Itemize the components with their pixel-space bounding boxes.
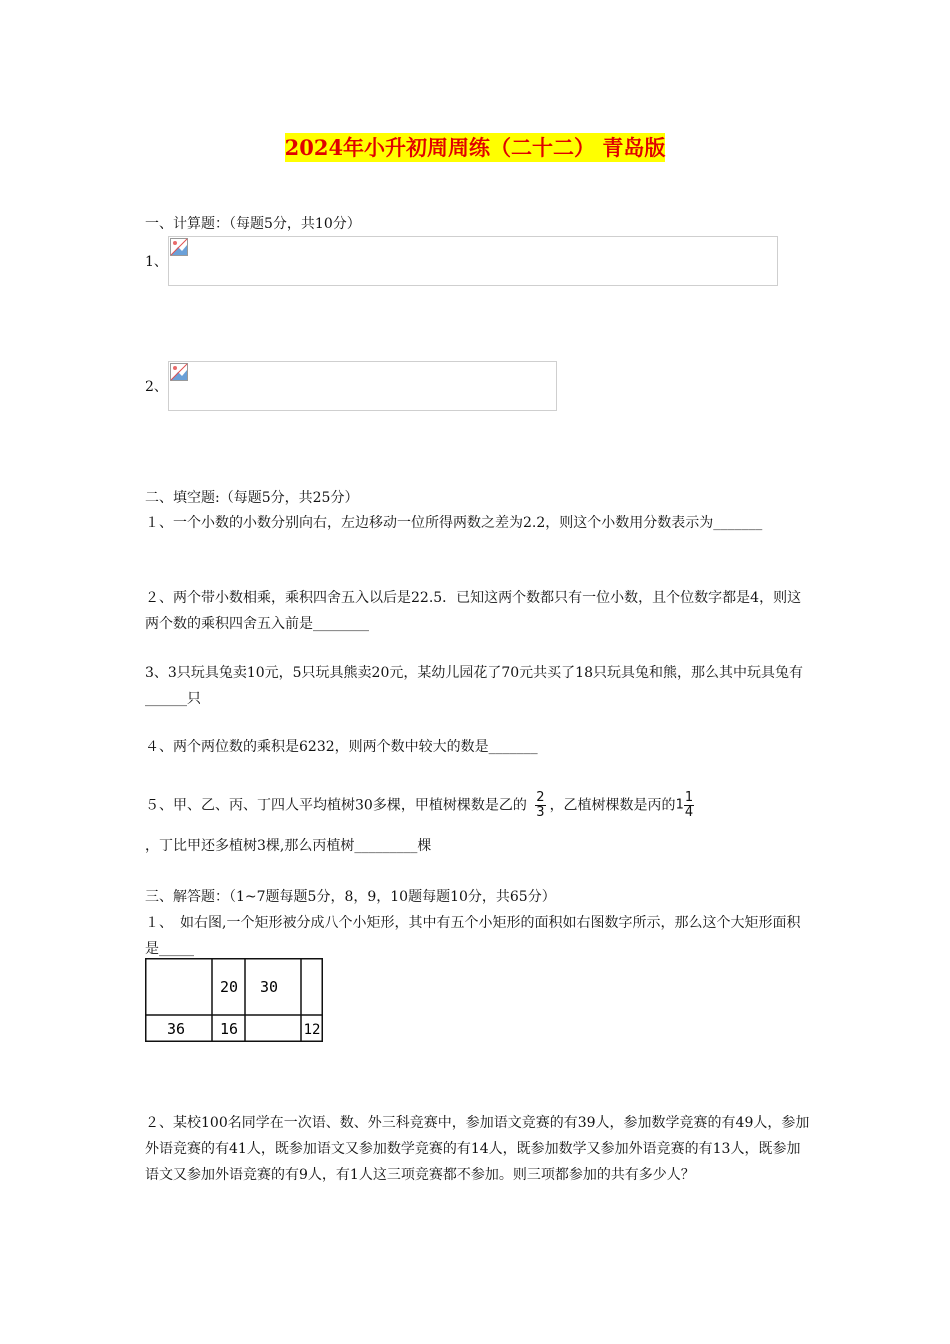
section2-q4: ４、两个两位数的乘积是6232，则两个数中较大的数是_______	[145, 739, 538, 755]
section1-q2-label: 2、	[145, 379, 168, 395]
section2-heading: 二、填空题:（每题5分，共25分）	[145, 490, 359, 506]
rectangle-area-diagram	[145, 958, 323, 1042]
section1-heading: 一、计算题：（每题5分，共10分）	[145, 216, 361, 232]
section2-q5-line2: ，丁比甲还多植树3棵,那么丙植树_________棵	[145, 838, 432, 854]
page-title-text: 2024年小升初周周练（二十二） 青岛版	[284, 135, 666, 160]
q1-formula-image	[168, 236, 778, 286]
cell-value-36: 36	[166, 1020, 186, 1038]
fraction-two-thirds	[535, 791, 545, 820]
fraction-denominator: 3	[536, 805, 545, 820]
section3-q2: ２、某校100名同学在一次语、数、外三科竞赛中，参加语文竞赛的有39人，参加数学竞赛的有49人，参加外语竞赛的有41人，既参加语文又参加数学竞赛的有14人，既参加数学又参加外语竞赛的有13人，既参加语文又参加外语竞赛的有9人，有1人这三项竞赛都不参加。则三项都参加的共有多少人？	[145, 1115, 810, 1183]
section1-q1-label: 1、	[145, 254, 168, 270]
section3-q1: １、 如右图,一个矩形被分成八个小矩形，其中有五个小矩形的面积如右图数字所示，那么这个大矩形面积是_____	[145, 915, 801, 957]
section2-q2: ２、两个带小数相乘，乘积四舍五入以后是22.5．已知这两个数都只有一位小数，且个位数字都是4，则这两个数的乘积四舍五入前是________	[145, 590, 802, 632]
section2-q3: 3、3只玩具兔卖10元，5只玩具熊卖20元，某幼儿园花了70元共买了18只玩具兔和熊，那么其中玩具兔有______只	[145, 665, 803, 707]
cell-value-20: 20	[219, 978, 239, 996]
section3-heading: 三、解答题：（1~7题每题5分，8，9，10题每题10分，共65分）	[145, 889, 556, 905]
cell-value-16: 16	[219, 1020, 239, 1038]
broken-image-icon	[170, 363, 188, 381]
cell-value-30: 30	[259, 978, 279, 996]
q5-part2: ，乙植树棵数是丙的	[549, 797, 676, 814]
section2-q1: １、一个小数的小数分别向右，左边移动一位所得两数之差为2.2，则这个小数用分数表示为_______	[145, 515, 763, 531]
fraction-one-quarter	[684, 791, 694, 820]
broken-image-icon	[170, 238, 188, 256]
fraction-numerator: 1	[684, 790, 694, 805]
fraction-numerator: 2	[536, 790, 545, 805]
q2-formula-image	[168, 361, 557, 411]
fraction-denominator: 4	[684, 805, 694, 820]
q5-part1: ５、甲、乙、丙、丁四人平均植树30多棵，甲植树棵数是乙的	[145, 797, 527, 814]
page-title	[0, 132, 950, 162]
section2-q5-line1	[145, 791, 694, 820]
mixed-number-whole: 1	[675, 797, 684, 813]
cell-value-12: 12	[303, 1022, 321, 1038]
